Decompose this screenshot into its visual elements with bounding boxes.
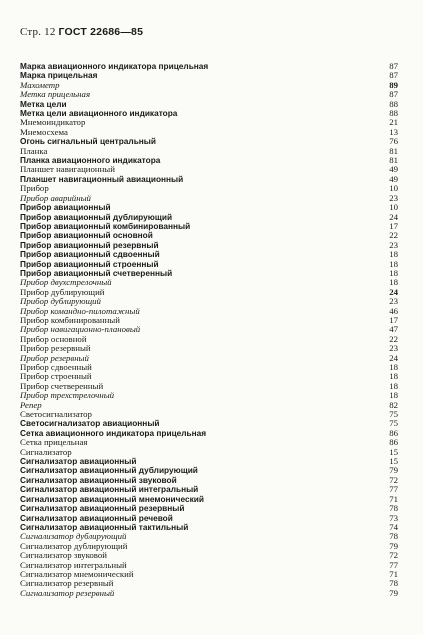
index-term: Репер <box>20 399 42 410</box>
index-entry <box>20 438 398 447</box>
index-term: Сигнализатор авиационный <box>20 456 137 467</box>
index-page-ref: 74 <box>389 521 398 532</box>
index-term: Прибор двухстрелочный <box>20 277 112 288</box>
index-page-ref: 24 <box>389 286 398 297</box>
index-term: Метка цели авиационного индикатора <box>20 108 178 119</box>
index-term: Прибор строенный <box>20 371 92 382</box>
index-page-ref: 87 <box>389 89 398 100</box>
index-page-ref: 81 <box>389 155 398 166</box>
index-page-ref: 18 <box>389 390 398 401</box>
index-page-ref: 86 <box>389 437 398 448</box>
index-term: Сигнализатор авиационный мнемонический <box>20 493 204 504</box>
index-page-ref: 75 <box>389 418 398 429</box>
index-term: Прибор авиационный основной <box>20 230 153 241</box>
index-entry <box>20 589 398 598</box>
index-page-ref: 17 <box>389 220 398 231</box>
index-page-ref: 78 <box>389 531 398 542</box>
index-term: Планка <box>20 145 48 156</box>
index-page-ref: 72 <box>389 550 398 561</box>
index-page-ref: 13 <box>389 126 398 137</box>
index-page-ref: 18 <box>389 362 398 372</box>
index-term: Прибор сдвоенный <box>20 362 92 372</box>
index-page-ref: 23 <box>389 296 398 307</box>
index-term: Метка цели <box>20 98 67 109</box>
index-term: Планшет навигационный <box>20 164 115 175</box>
index-page-ref: 86 <box>389 427 398 438</box>
index-page-ref: 10 <box>389 183 398 194</box>
index-page-ref: 17 <box>389 314 398 325</box>
index-entry <box>20 391 398 400</box>
index-term: Сигнализатор авиационный дублирующий <box>20 465 198 476</box>
index-page-ref: 18 <box>389 267 398 278</box>
index-page-ref: 18 <box>389 371 398 382</box>
index-term: Сигнализатор <box>20 446 72 457</box>
index-entry <box>20 137 398 146</box>
index-term: Марка прицельная <box>20 70 98 81</box>
index-page-ref: 18 <box>389 277 398 288</box>
index-term: Прибор счетверенный <box>20 380 104 391</box>
index-term: Планка авиационного индикатора <box>20 155 161 166</box>
index-page-ref: 18 <box>389 249 398 260</box>
index-page-ref: 78 <box>389 578 398 589</box>
index-term: Сигнализатор резервный <box>20 578 114 589</box>
index-page-ref: 71 <box>389 493 398 504</box>
index-entry <box>20 90 398 99</box>
index-page-ref: 78 <box>389 503 398 514</box>
index-page-ref: 89 <box>389 79 398 90</box>
index-term: Мнемоиндикатор <box>20 117 86 128</box>
index-page-ref: 77 <box>389 484 398 495</box>
index-page-ref: 49 <box>389 173 398 184</box>
index-term: Сигнализатор авиационный речевой <box>20 512 173 523</box>
index-page-ref: 82 <box>389 399 398 410</box>
index-term: Сигнализатор авиационный тактильный <box>20 521 189 532</box>
index-page-ref: 49 <box>389 164 398 175</box>
index-term: Махометр <box>20 79 60 90</box>
index-entry <box>20 71 398 80</box>
index-term: Прибор авиационный строенный <box>20 258 159 269</box>
index-term: Планшет навигационный авиационный <box>20 173 184 184</box>
index-term: Прибор резервный <box>20 343 91 354</box>
index-list <box>20 62 398 598</box>
index-page-ref: 18 <box>389 258 398 269</box>
index-term: Сигнализатор мнемонический <box>20 568 134 579</box>
index-page-ref: 22 <box>389 230 398 241</box>
index-term: Прибор трехстрелочный <box>20 390 115 401</box>
index-page-ref: 79 <box>389 465 398 476</box>
index-term: Прибор аварийный <box>20 192 91 203</box>
index-term: Сетка авиационного индикатора прицельная <box>20 427 207 438</box>
index-page-ref: 21 <box>389 117 398 128</box>
index-term: Сигнализатор дублирующий <box>20 531 127 542</box>
index-term: Сигнализатор авиационный интегральный <box>20 484 199 495</box>
index-page-ref: 46 <box>389 305 398 316</box>
index-term: Прибор авиационный сдвоенный <box>20 249 160 260</box>
index-term: Прибор дублирующий <box>20 296 101 307</box>
index-term: Мнемосхема <box>20 126 68 137</box>
index-page-ref: 47 <box>389 324 398 335</box>
index-page-ref: 87 <box>389 61 398 71</box>
index-page-ref: 23 <box>389 192 398 203</box>
index-term: Прибор авиационный счетверенный <box>20 267 173 278</box>
index-page-ref: 75 <box>389 409 398 420</box>
index-term: Прибор авиационный резервный <box>20 239 159 250</box>
index-page-ref: 88 <box>389 108 398 119</box>
index-entry <box>20 175 398 184</box>
index-page-ref: 77 <box>389 559 398 570</box>
index-term: Светосигнализатор <box>20 409 92 420</box>
index-page-ref: 76 <box>389 136 398 147</box>
index-term: Прибор резервный <box>20 352 89 363</box>
index-term: Светосигнализатор авиационный <box>20 418 160 429</box>
index-term: Прибор дублирующий <box>20 286 105 297</box>
index-page-ref: 15 <box>389 446 398 457</box>
index-term: Прибор командно-пилотажный <box>20 305 140 316</box>
index-term: Сигнализатор звуковой <box>20 550 107 561</box>
index-term: Прибор навигационно-плановый <box>20 324 141 335</box>
index-term: Огонь сигнальный центральный <box>20 136 156 147</box>
index-page-ref: 71 <box>389 568 398 579</box>
index-term: Сигнализатор авиационный звуковой <box>20 474 177 485</box>
index-term: Марка авиационного индикатора прицельная <box>20 61 209 71</box>
index-term: Прибор комбинированный <box>20 314 120 325</box>
index-page-ref: 87 <box>389 70 398 81</box>
index-page-ref: 22 <box>389 333 398 344</box>
index-term: Прибор авиационный <box>20 202 111 213</box>
index-term: Метка прицельная <box>20 89 91 100</box>
index-term: Сигнализатор интегральный <box>20 559 127 570</box>
page-header <box>20 26 143 38</box>
index-page-ref: 72 <box>389 474 398 485</box>
index-page-ref: 79 <box>389 587 398 598</box>
index-page-ref: 24 <box>389 211 398 222</box>
index-term: Прибор авиационный дублирующий <box>20 211 173 222</box>
index-page-ref: 88 <box>389 98 398 109</box>
index-page-ref: 18 <box>389 380 398 391</box>
index-page-ref: 23 <box>389 239 398 250</box>
standard-code: ГОСТ 22686—85 <box>58 26 144 38</box>
index-entry <box>20 118 398 127</box>
index-page-ref: 73 <box>389 512 398 523</box>
index-page-ref: 15 <box>389 456 398 467</box>
index-page-ref: 24 <box>389 352 398 363</box>
index-page-ref: 79 <box>389 540 398 551</box>
index-term: Сигнализатор дублирующий <box>20 540 128 551</box>
index-page-ref: 10 <box>389 202 398 213</box>
index-term: Прибор <box>20 183 49 194</box>
index-term: Сигнализатор авиационный резервный <box>20 503 185 514</box>
index-term: Прибор основной <box>20 333 87 344</box>
index-term: Сетка прицельная <box>20 437 88 448</box>
index-term: Прибор авиационный комбинированный <box>20 220 191 231</box>
index-term: Сигнализатор резервный <box>20 587 115 598</box>
index-page-ref: 81 <box>389 145 398 156</box>
page-number: Стр. 12 <box>20 26 56 38</box>
index-page-ref: 23 <box>389 343 398 354</box>
